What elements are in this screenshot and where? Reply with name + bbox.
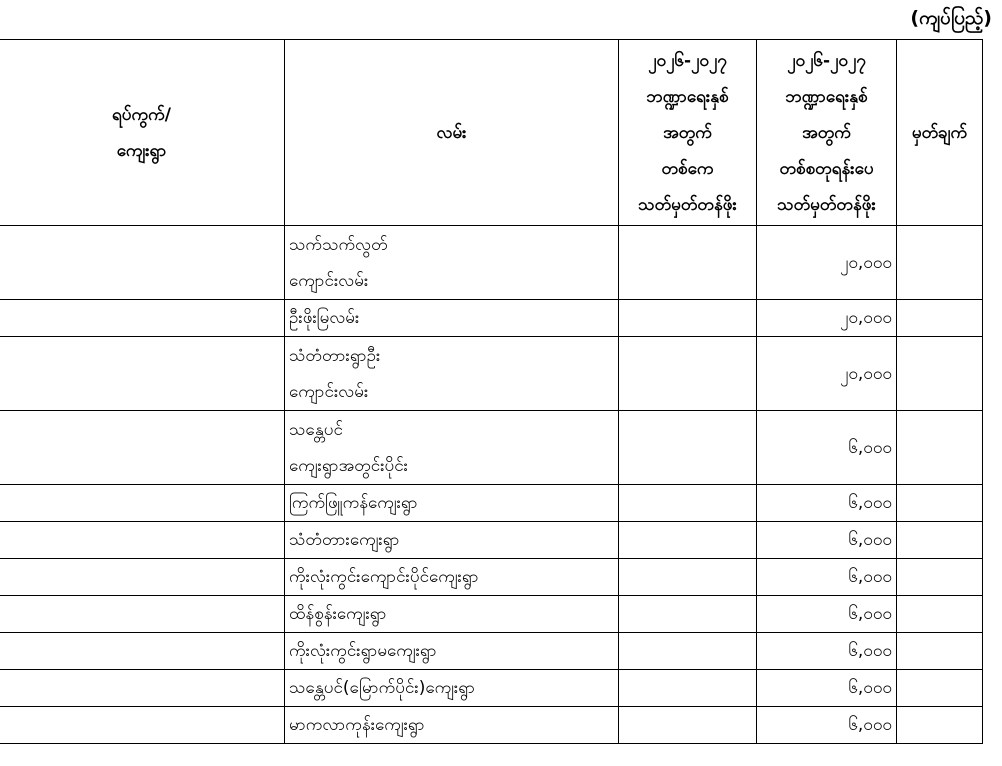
cell-remark bbox=[897, 522, 983, 559]
table-row bbox=[0, 485, 983, 522]
cell-village bbox=[0, 337, 285, 411]
cell-road: ကိုးလုံးကွင်းကျောင်းပိုင်ကျေးရွာ bbox=[285, 559, 619, 596]
cell-value: ၂၀,၀၀၀ bbox=[757, 226, 897, 300]
cell-village bbox=[0, 226, 285, 300]
table-row bbox=[0, 226, 983, 300]
table-row bbox=[0, 559, 983, 596]
cell-road: ထိန်စွန်းကျေးရွာ bbox=[285, 596, 619, 633]
cell-remark bbox=[897, 411, 983, 485]
cell-value: ၆,၀၀၀ bbox=[757, 559, 897, 596]
cell-prev-value bbox=[619, 633, 757, 670]
cell-remark bbox=[897, 300, 983, 337]
cell-prev-value bbox=[619, 559, 757, 596]
table-row bbox=[0, 411, 983, 485]
cell-road: မာကလာကုန်းကျေးရွာ bbox=[285, 707, 619, 744]
cell-village bbox=[0, 411, 285, 485]
valuation-table bbox=[0, 39, 983, 744]
cell-village bbox=[0, 596, 285, 633]
cell-prev-value bbox=[619, 485, 757, 522]
header-road: လမ်း bbox=[285, 40, 619, 226]
cell-village bbox=[0, 485, 285, 522]
cell-village bbox=[0, 707, 285, 744]
cell-value: ၆,၀၀၀ bbox=[757, 485, 897, 522]
cell-road: သန္တေပင် ကျေးရွာအတွင်းပိုင်း bbox=[285, 411, 619, 485]
cell-remark bbox=[897, 485, 983, 522]
cell-village bbox=[0, 670, 285, 707]
table-row bbox=[0, 707, 983, 744]
cell-road: သက်သက်လွတ် ကျောင်းလမ်း bbox=[285, 226, 619, 300]
cell-remark bbox=[897, 559, 983, 596]
cell-village bbox=[0, 522, 285, 559]
cell-prev-value bbox=[619, 337, 757, 411]
cell-village bbox=[0, 559, 285, 596]
table-row bbox=[0, 522, 983, 559]
cell-value: ၆,၀၀၀ bbox=[757, 670, 897, 707]
cell-village bbox=[0, 300, 285, 337]
cell-road: သံတံတားကျေးရွာ bbox=[285, 522, 619, 559]
table-row bbox=[0, 633, 983, 670]
cell-remark bbox=[897, 707, 983, 744]
table-row bbox=[0, 300, 983, 337]
cell-value: ၆,၀၀၀ bbox=[757, 411, 897, 485]
cell-prev-value bbox=[619, 707, 757, 744]
cell-value: ၆,၀၀၀ bbox=[757, 596, 897, 633]
header-village: ရပ်ကွက်/ ကျေးရွာ bbox=[0, 40, 285, 226]
cell-remark bbox=[897, 226, 983, 300]
cell-road: သန္တေပင်(မြောက်ပိုင်း)ကျေးရွာ bbox=[285, 670, 619, 707]
cell-value: ၆,၀၀၀ bbox=[757, 707, 897, 744]
cell-prev-value bbox=[619, 596, 757, 633]
header-prev-year: ၂၀၂၆-၂၀၂၇ ဘဏ္ဍာရေးနှစ် အတွက် တစ်ကေ သတ်မှတ်တန်ဖိုး bbox=[619, 40, 757, 226]
header-this-year: ၂၀၂၆-၂၀၂၇ ဘဏ္ဍာရေးနှစ် အတွက် တစ်စတုရန်းပေ သတ်မှတ်တန်ဖိုး bbox=[757, 40, 897, 226]
cell-prev-value bbox=[619, 411, 757, 485]
cell-road: ဦးဖိုးမြလမ်း bbox=[285, 300, 619, 337]
unit-note: (ကျပ်ပြည့်) bbox=[910, 7, 992, 29]
cell-prev-value bbox=[619, 522, 757, 559]
cell-value: ၂၀,၀၀၀ bbox=[757, 300, 897, 337]
table-row bbox=[0, 596, 983, 633]
cell-prev-value bbox=[619, 670, 757, 707]
table-header-row bbox=[0, 40, 983, 226]
cell-remark bbox=[897, 670, 983, 707]
cell-remark bbox=[897, 337, 983, 411]
header-remark: မှတ်ချက် bbox=[897, 40, 983, 226]
cell-village bbox=[0, 633, 285, 670]
cell-value: ၆,၀၀၀ bbox=[757, 633, 897, 670]
cell-road: ကိုးလုံးကွင်းရွာမကျေးရွာ bbox=[285, 633, 619, 670]
cell-prev-value bbox=[619, 300, 757, 337]
table-row bbox=[0, 337, 983, 411]
cell-road: ကြက်ဖြူကန်ကျေးရွာ bbox=[285, 485, 619, 522]
cell-prev-value bbox=[619, 226, 757, 300]
cell-road: သံတံတားရွာဦး ကျောင်းလမ်း bbox=[285, 337, 619, 411]
cell-remark bbox=[897, 633, 983, 670]
cell-remark bbox=[897, 596, 983, 633]
cell-value: ၆,၀၀၀ bbox=[757, 522, 897, 559]
table-row bbox=[0, 670, 983, 707]
cell-value: ၂၀,၀၀၀ bbox=[757, 337, 897, 411]
